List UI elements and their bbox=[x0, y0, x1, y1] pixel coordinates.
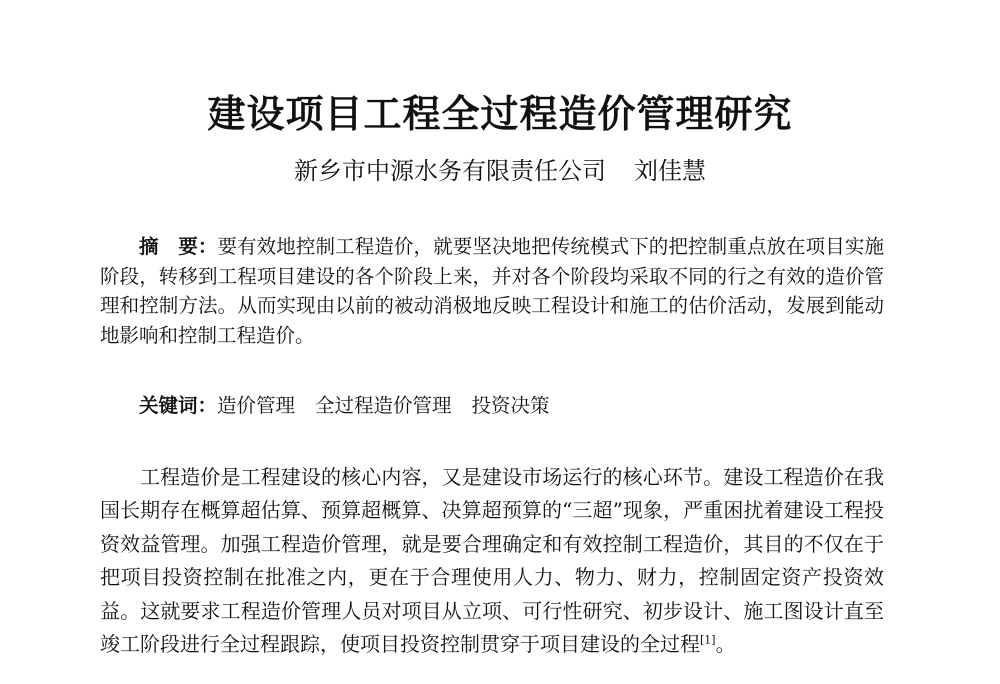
body-paragraph bbox=[100, 461, 884, 661]
keywords-line bbox=[139, 391, 884, 421]
abstract-text: 要有效地控制工程造价，就要坚决地把传统模式下的把控制重点放在项目实施阶段，转移到工程项目建设的各个阶段上来，并对各个阶段均采取不同的行之有效的造价管理和控制方法。从而实现由以前的被动消极地反映工程设计和施工的估价活动，发展到能动地影响和控制工程造价。 bbox=[100, 235, 884, 347]
keyword-item: 造价管理 bbox=[217, 394, 296, 417]
author-line bbox=[0, 153, 1000, 189]
keyword-item: 投资决策 bbox=[471, 394, 550, 417]
author-name: 刘佳慧 bbox=[634, 157, 706, 185]
keywords-label: 关键词： bbox=[139, 394, 218, 417]
paper-title: 建设项目工程全过程造价管理研究 bbox=[207, 92, 793, 136]
abstract-paragraph bbox=[100, 232, 884, 350]
body-ending: 。 bbox=[715, 632, 736, 657]
body-text: 工程造价是工程建设的核心内容，又是建设市场运行的核心环节。建设工程造价在我国长期存在概算超估算、预算超概算、决算超预算的“三超”现象，严重困扰着建设工程投资效益管理。加强工程造价管理，就是要合理确定和有效控制工程造价，其目的不仅在于把项目投资控制在批准之内，更在于合理使用人力、物力、财力，控制固定资产投资效益。这就要求工程造价管理人员对项目从立项、可行性研究、初步设计、施工图设计直至竣工阶段进行全过程跟踪，使项目投资控制贯穿于项目建设的全过程 bbox=[100, 465, 884, 657]
keyword-item: 全过程造价管理 bbox=[315, 394, 452, 417]
abstract-label: 摘 要： bbox=[139, 235, 218, 258]
author-affiliation: 新乡市中源水务有限责任公司 bbox=[294, 157, 606, 185]
citation-marker[interactable]: [1] bbox=[700, 633, 716, 647]
